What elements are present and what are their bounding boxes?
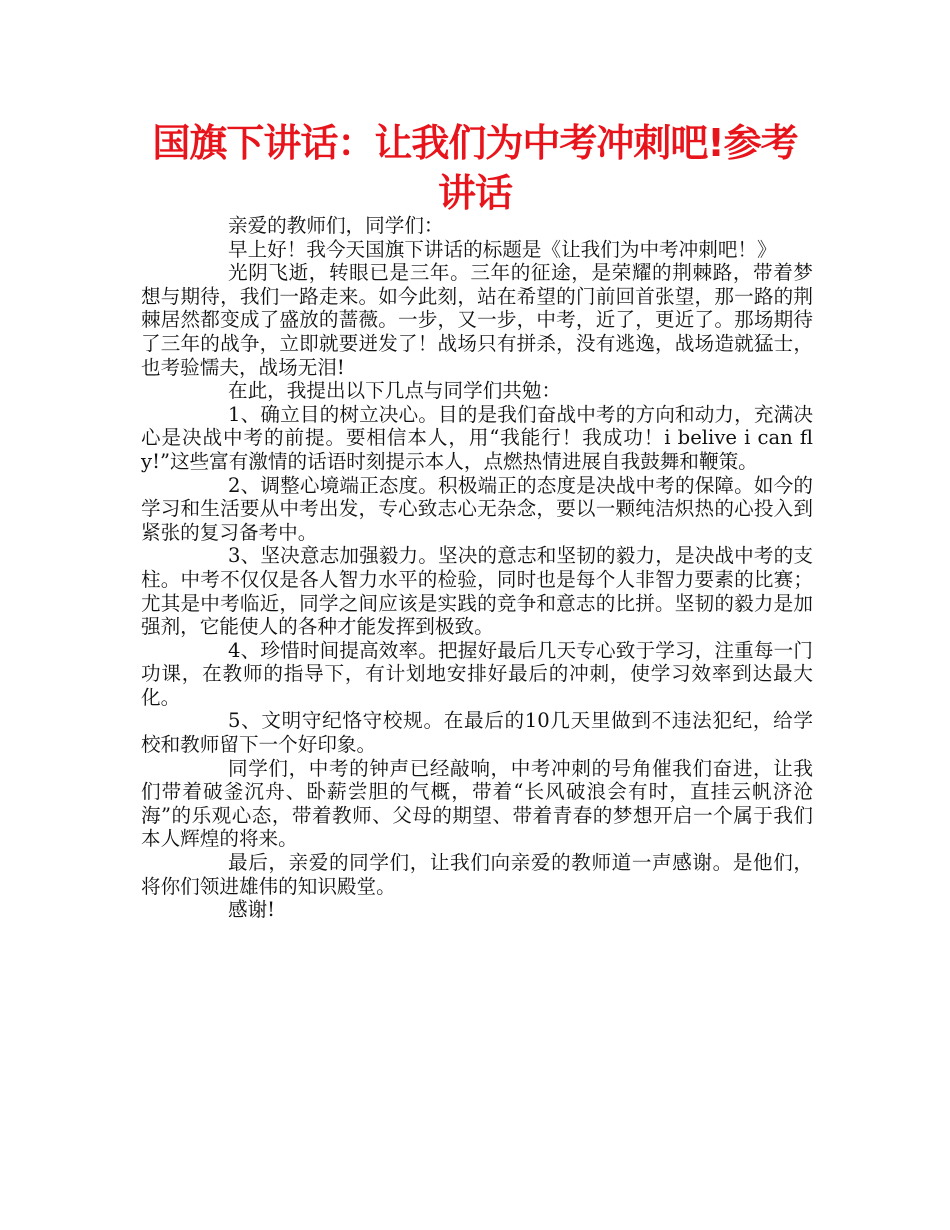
paragraph-encouragement: 同学们，中考的钟声已经敲响，中考冲刺的号角催我们奋进，让我们带着破釜沉舟、卧薪尝胆的气概，带着“长风破浪会有时，直挂云帆济沧海”的乐观心态，带着教师、父母的期望、带着青春的梦想开启一个属于我们本人辉煌的将来。 bbox=[141, 756, 813, 851]
paragraph-opening: 早上好！我今天国旗下讲话的标题是《让我们为中考冲刺吧！》 bbox=[228, 237, 777, 261]
paragraph-greeting: 亲爱的教师们，同学们： bbox=[228, 214, 444, 237]
paragraph-point-3: 3、坚决意志加强毅力。坚决的意志和坚韧的毅力，是决战中考的支柱。中考不仅仅是各人智力水平的检验，同时也是每个人非智力要素的比赛；尤其是中考临近，同学之间应该是实践的竞争和意志的比拼。坚韧的毅力是加强剂，它能使人的各种才能发挥到极致。 bbox=[141, 544, 813, 639]
paragraph-proposal: 在此，我提出以下几点与同学们共勉： bbox=[228, 379, 562, 403]
paragraph-point-1: 1、确立目的树立决心。目的是我们奋战中考的方向和动力，充满决心是决战中考的前提。要相信本人，用“我能行！我成功！i belive i can fly!”这些富有激情的话语时刻提示本人，点燃热情进展自我鼓舞和鞭策。 bbox=[141, 402, 813, 473]
paragraph-point-5: 5、文明守纪恪守校规。在最后的10几天里做到不违法犯纪，给学校和教师留下一个好印象。 bbox=[141, 709, 813, 757]
document-body bbox=[141, 214, 813, 922]
paragraph-point-2: 2、调整心境端正态度。积极端正的态度是决战中考的保障。如今的学习和生活要从中考出发，专心致志心无杂念，要以一颗纯洁炽热的心投入到紧张的复习备考中。 bbox=[141, 473, 813, 544]
paragraph-closing: 最后，亲爱的同学们，让我们向亲爱的教师道一声感谢。是他们，将你们领进雄伟的知识殿堂。 bbox=[141, 851, 813, 898]
document-title: 国旗下讲话：让我们为中考冲刺吧!参考讲话 bbox=[152, 121, 798, 215]
paragraph-intro: 光阴飞逝，转眼已是三年。三年的征途，是荣耀的荆棘路，带着梦想与期待，我们一路走来。如今此刻，站在希望的门前回首张望，那一路的荆棘居然都变成了盛放的蔷薇。一步，又一步，中考，近了，更近了。那场期待了三年的战争，立即就要迸发了！战场只有拼杀，没有逃逸，战场造就猛士，也考验懦夫，战场无泪! bbox=[141, 261, 813, 379]
paragraph-thanks: 感谢! bbox=[228, 898, 276, 922]
paragraph-point-4: 4、珍惜时间提高效率。把握好最后几天专心致于学习，注重每一门功课，在教师的指导下，有计划地安排好最后的冲刺，使学习效率到达最大化。 bbox=[141, 638, 813, 709]
